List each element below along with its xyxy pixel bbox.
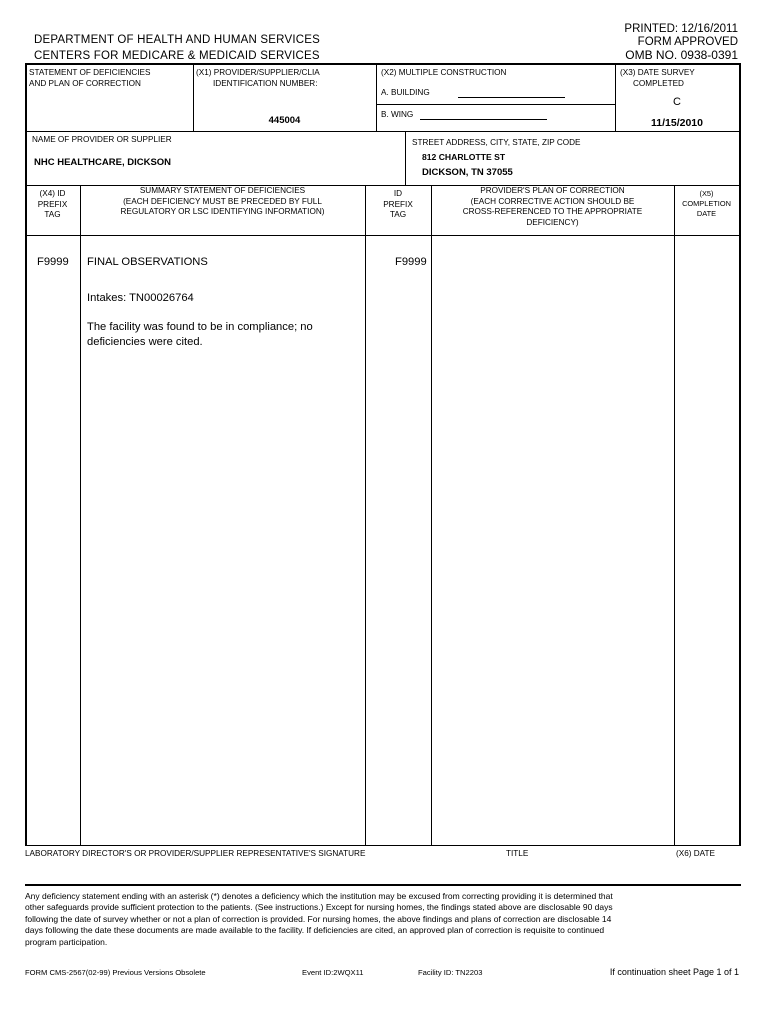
plan-header: PROVIDER'S PLAN OF CORRECTION (EACH CORRECTIVE ACTION SHOULD BE CROSS-REFERENCED TO THE APPROPRIATE DEFICIENCY) [462,186,643,227]
finding-text: The facility was found to be in compliance; no deficiencies were cited. [87,321,313,348]
agency-header [34,32,320,64]
frame-left [25,63,27,845]
provider-id: 445004 [268,115,301,126]
x1-label: (X1) PROVIDER/SUPPLIER/CLIA IDENTIFICATION NUMBER: [196,68,320,88]
wing-label: B. WING [381,110,414,119]
provider-divider [405,131,406,185]
x5-header: (X5) COMPLETION DATE [682,189,731,218]
row-divider-3 [25,235,741,236]
intakes-text: Intakes: TN00026764 [87,292,194,304]
provider-name-label: NAME OF PROVIDER OR SUPPLIER [32,135,172,144]
table-bottom [25,845,741,846]
printed-date: PRINTED: 12/16/2011 [624,23,738,35]
agency-line-1: DEPARTMENT OF HEALTH AND HUMAN SERVICES [34,34,320,46]
divider-x2 [376,63,377,131]
facility-id: Facility ID: TN2203 [418,968,483,977]
x3-label: (X3) DATE SURVEY COMPLETED [620,68,695,88]
id-header: ID PREFIX TAG [383,189,413,219]
col-line-1 [80,185,81,845]
date-label: (X6) DATE [676,849,715,858]
x4-header: (X4) ID PREFIX TAG [37,189,68,219]
address-label: STREET ADDRESS, CITY, STATE, ZIP CODE [412,138,581,147]
col-line-4 [674,185,675,845]
signature-line [25,884,741,886]
title-label: TITLE [506,849,529,858]
wing-field[interactable] [420,119,547,120]
signature-label: LABORATORY DIRECTOR'S OR PROVIDER/SUPPLIER REPRESENTATIVE'S SIGNATURE [25,849,366,858]
form-number: FORM CMS-2567(02-99) Previous Versions Obsolete [25,968,206,977]
building-label: A. BUILDING [381,88,430,97]
street-address: 812 CHARLOTTE ST [422,152,506,162]
building-divider [376,104,615,105]
col-line-2 [365,185,366,845]
prefix-tag-left: F9999 [37,256,69,268]
row-divider-1 [25,131,741,132]
disclaimer: Any deficiency statement ending with an asterisk (*) denotes a deficiency which the institution may be excused from correcting providing it is determined that other safeguards provide sufficient protection to the patients. (See instructions.) Except for nursing homes, the findings stated above are disclosable 90 days following the date of survey whether or not a plan of correction is provided. For nursing homes, the above findings and plans of correction are disclosable 14 days following the date these documents are made available to the facility. If deficiencies are cited, an approved plan of correction is requisite to continued program participation. [25,891,613,947]
frame-right [739,63,741,845]
form-status-header [624,23,738,62]
survey-code: C [673,96,681,108]
event-id: Event ID:2WQX11 [302,968,364,977]
provider-name: NHC HEALTHCARE, DICKSON [34,157,172,168]
city-state-zip: DICKSON, TN 37055 [422,167,513,178]
page-indicator: If continuation sheet Page 1 of 1 [609,967,739,977]
x2-label: (X2) MULTIPLE CONSTRUCTION [381,68,507,77]
statement-label: STATEMENT OF DEFICIENCIES AND PLAN OF CORRECTION [29,68,151,88]
survey-date: 11/15/2010 [651,117,703,129]
building-field[interactable] [458,97,565,98]
deficiency-title: FINAL OBSERVATIONS [87,256,208,268]
agency-line-2: CENTERS FOR MEDICARE & MEDICAID SERVICES [34,50,320,62]
prefix-tag-right: F9999 [395,256,427,268]
form-approved: FORM APPROVED [637,36,738,48]
omb-number: OMB NO. 0938-0391 [625,48,738,62]
col-line-3 [431,185,432,845]
frame-top [25,63,741,65]
summary-header: SUMMARY STATEMENT OF DEFICIENCIES (EACH DEFICIENCY MUST BE PRECEDED BY FULL REGULATORY OR LSC IDENTIFYING INFORMATION) [120,186,325,216]
